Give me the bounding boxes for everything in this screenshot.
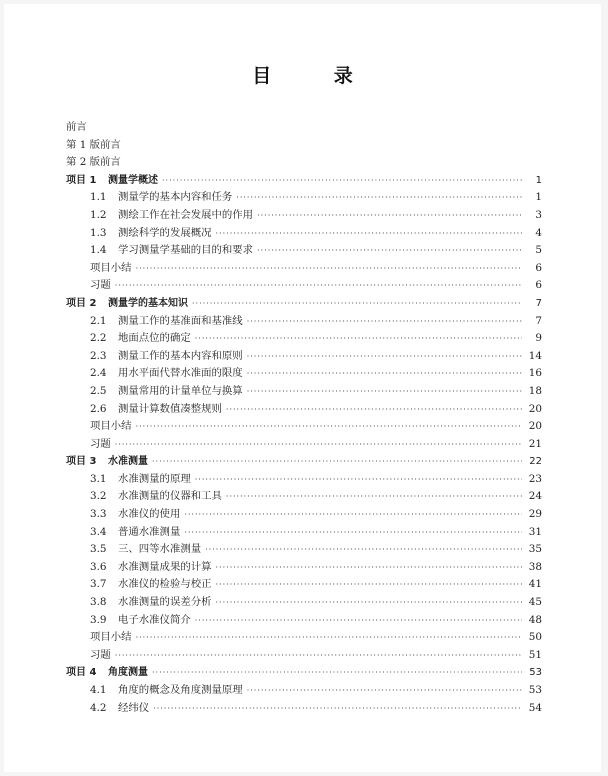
- dot-leader: [257, 242, 522, 260]
- section-number: 2.2: [90, 332, 107, 345]
- section-title: 测量学的基本内容和任务: [118, 191, 233, 204]
- section-entry: [66, 313, 542, 331]
- dot-leader: [153, 700, 522, 718]
- dot-leader: [136, 418, 522, 436]
- section-entry: [66, 401, 542, 419]
- section-entry: [66, 418, 542, 436]
- page-number: 29: [528, 508, 542, 521]
- chapter-number: 项目 4: [66, 667, 97, 679]
- page-number: 35: [528, 543, 542, 556]
- dot-leader: [257, 207, 522, 225]
- section-number: 2.4: [90, 367, 107, 380]
- page-number: 7: [535, 314, 542, 327]
- section-title: 普通水准测量: [118, 525, 181, 538]
- dot-leader: [195, 471, 522, 489]
- dot-leader: [216, 559, 522, 577]
- page-number: 20: [528, 402, 542, 415]
- section-number: 3.1: [90, 472, 107, 485]
- page-number: 21: [528, 437, 542, 450]
- section-entry: [66, 682, 542, 700]
- page-number: 1: [535, 191, 542, 204]
- section-title: 习题: [90, 648, 111, 661]
- page-number: 18: [528, 384, 542, 397]
- section-title: 水准仪的使用: [118, 508, 181, 521]
- section-title: 测量常用的计量单位与换算: [118, 384, 243, 397]
- section-number: 4.2: [90, 701, 107, 714]
- page-number: 45: [528, 596, 542, 609]
- dot-leader: [226, 488, 522, 506]
- dot-leader: [216, 576, 522, 594]
- preface-entry: [66, 119, 542, 137]
- chapter-title: 水准测量: [108, 456, 148, 468]
- page-number: 3: [535, 208, 542, 221]
- section-title: 电子水准仪简介: [118, 613, 191, 626]
- section-title: 水准测量的原理: [118, 472, 191, 485]
- section-title: 习题: [90, 437, 111, 450]
- dot-leader: [152, 453, 522, 471]
- section-entry: [66, 647, 542, 665]
- page-number: 20: [528, 420, 542, 433]
- page-number: 41: [528, 578, 542, 591]
- section-entry: [66, 488, 542, 506]
- dot-leader: [115, 436, 522, 454]
- section-entry: [66, 700, 542, 718]
- dot-leader: [247, 682, 522, 700]
- section-title: 项目小结: [90, 261, 132, 274]
- dot-leader: [115, 277, 522, 295]
- chapter-number: 项目 3: [66, 456, 97, 468]
- page-number: 24: [528, 490, 542, 503]
- section-entry: [66, 629, 542, 647]
- section-number: 3.7: [90, 578, 107, 591]
- dot-leader: [236, 189, 522, 207]
- section-entry: [66, 524, 542, 542]
- dot-leader: [226, 401, 522, 419]
- section-number: 1.1: [90, 191, 107, 204]
- page-number: 6: [535, 261, 542, 274]
- dot-leader: [152, 664, 522, 682]
- section-number: 4.1: [90, 684, 107, 696]
- entry-title: 第 1 版前言: [66, 138, 121, 151]
- dot-leader: [247, 383, 522, 401]
- dot-leader: [162, 172, 522, 190]
- section-number: 2.5: [90, 384, 107, 397]
- page-number: 23: [528, 472, 542, 485]
- page-number: 4: [535, 226, 542, 239]
- page-number: 16: [528, 367, 542, 380]
- section-title: 测绘工作在社会发展中的作用: [118, 208, 254, 221]
- section-title: 习题: [90, 279, 111, 292]
- dot-leader: [136, 260, 522, 278]
- dot-leader: [136, 629, 522, 647]
- page-number: 6: [535, 279, 542, 292]
- dot-leader: [247, 313, 522, 331]
- section-title: 经纬仪: [118, 701, 150, 714]
- section-number: 3.9: [90, 613, 107, 626]
- dot-leader: [184, 524, 522, 542]
- page-title: 目 录: [252, 65, 381, 87]
- section-entry: [66, 612, 542, 630]
- section-entry: [66, 225, 542, 243]
- section-entry: [66, 471, 542, 489]
- dot-leader: [195, 330, 522, 348]
- page-number: 53: [529, 667, 542, 679]
- section-title: 水准测量的仪器和工具: [118, 490, 222, 503]
- section-entry: [66, 559, 542, 577]
- dot-leader: [115, 647, 522, 665]
- section-title: 项目小结: [90, 631, 132, 644]
- section-title: 测量计算数值凑整规则: [118, 402, 222, 415]
- entry-title: 第 2 版前言: [66, 156, 121, 169]
- section-number: 2.1: [90, 314, 107, 327]
- section-title: 角度的概念及角度测量原理: [118, 684, 243, 696]
- page-number: 54: [528, 701, 542, 714]
- chapter-entry: [66, 295, 542, 313]
- chapter-entry: [66, 453, 542, 471]
- section-title: 水准测量的误差分析: [118, 596, 212, 609]
- dot-leader: [247, 365, 522, 383]
- dot-leader: [247, 348, 522, 366]
- section-number: 3.4: [90, 525, 107, 538]
- section-entry: [66, 242, 542, 260]
- section-number: 3.8: [90, 596, 107, 609]
- section-title: 三、四等水准测量: [118, 543, 202, 556]
- section-title: 用水平面代替水准面的限度: [118, 367, 243, 380]
- preface-entry: [66, 154, 542, 172]
- section-title: 测量工作的基准面和基准线: [118, 314, 243, 327]
- page-number: 53: [528, 684, 542, 696]
- preface-entry: [66, 137, 542, 155]
- section-title: 水准仪的检验与校正: [118, 578, 212, 591]
- dot-leader: [205, 541, 522, 559]
- dot-leader: [195, 612, 522, 630]
- chapter-entry: [66, 172, 542, 190]
- section-entry: [66, 576, 542, 594]
- page-number: 51: [528, 648, 542, 661]
- chapter-title: 角度测量: [108, 667, 148, 679]
- section-entry: [66, 436, 542, 454]
- section-number: 3.5: [90, 543, 107, 556]
- dot-leader: [216, 225, 522, 243]
- section-number: 1.3: [90, 226, 107, 239]
- section-entry: [66, 383, 542, 401]
- page-number: 1: [535, 174, 542, 186]
- section-title: 地面点位的确定: [118, 332, 191, 345]
- section-number: 1.4: [90, 244, 107, 257]
- section-number: 3.6: [90, 560, 107, 573]
- section-entry: [66, 207, 542, 225]
- chapter-entry: [66, 664, 542, 682]
- page-number: 31: [528, 525, 542, 538]
- section-entry: [66, 260, 542, 278]
- section-title: 水准测量成果的计算: [118, 560, 212, 573]
- section-title: 学习测量学基础的目的和要求: [118, 244, 254, 257]
- page-number: 22: [529, 456, 542, 468]
- section-number: 2.3: [90, 349, 107, 362]
- section-title: 测量工作的基本内容和原则: [118, 349, 243, 362]
- entry-title: 前言: [66, 121, 87, 133]
- section-number: 2.6: [90, 402, 107, 415]
- chapter-number: 项目 1: [66, 174, 97, 186]
- section-entry: [66, 348, 542, 366]
- page-number: 14: [528, 349, 542, 362]
- section-number: 3.3: [90, 508, 107, 521]
- page-number: 9: [535, 332, 542, 345]
- section-entry: [66, 330, 542, 348]
- section-entry: [66, 541, 542, 559]
- section-entry: [66, 594, 542, 612]
- section-entry: [66, 189, 542, 207]
- table-of-contents: [66, 119, 542, 717]
- section-entry: [66, 506, 542, 524]
- section-entry: [66, 365, 542, 383]
- section-number: 3.2: [90, 490, 107, 503]
- section-entry: [66, 277, 542, 295]
- dot-leader: [216, 594, 522, 612]
- section-title: 项目小结: [90, 420, 132, 433]
- dot-leader: [192, 295, 522, 313]
- document-page: [4, 4, 601, 772]
- section-title: 测绘科学的发展概况: [118, 226, 212, 239]
- page-number: 7: [535, 297, 542, 309]
- page-number: 38: [528, 560, 542, 573]
- page-number: 50: [528, 631, 542, 644]
- chapter-title: 测量学概述: [108, 174, 158, 186]
- page-number: 48: [528, 613, 542, 626]
- section-number: 1.2: [90, 208, 107, 221]
- chapter-number: 项目 2: [66, 297, 97, 309]
- dot-leader: [184, 506, 522, 524]
- page-number: 5: [535, 244, 542, 257]
- chapter-title: 测量学的基本知识: [108, 297, 188, 309]
